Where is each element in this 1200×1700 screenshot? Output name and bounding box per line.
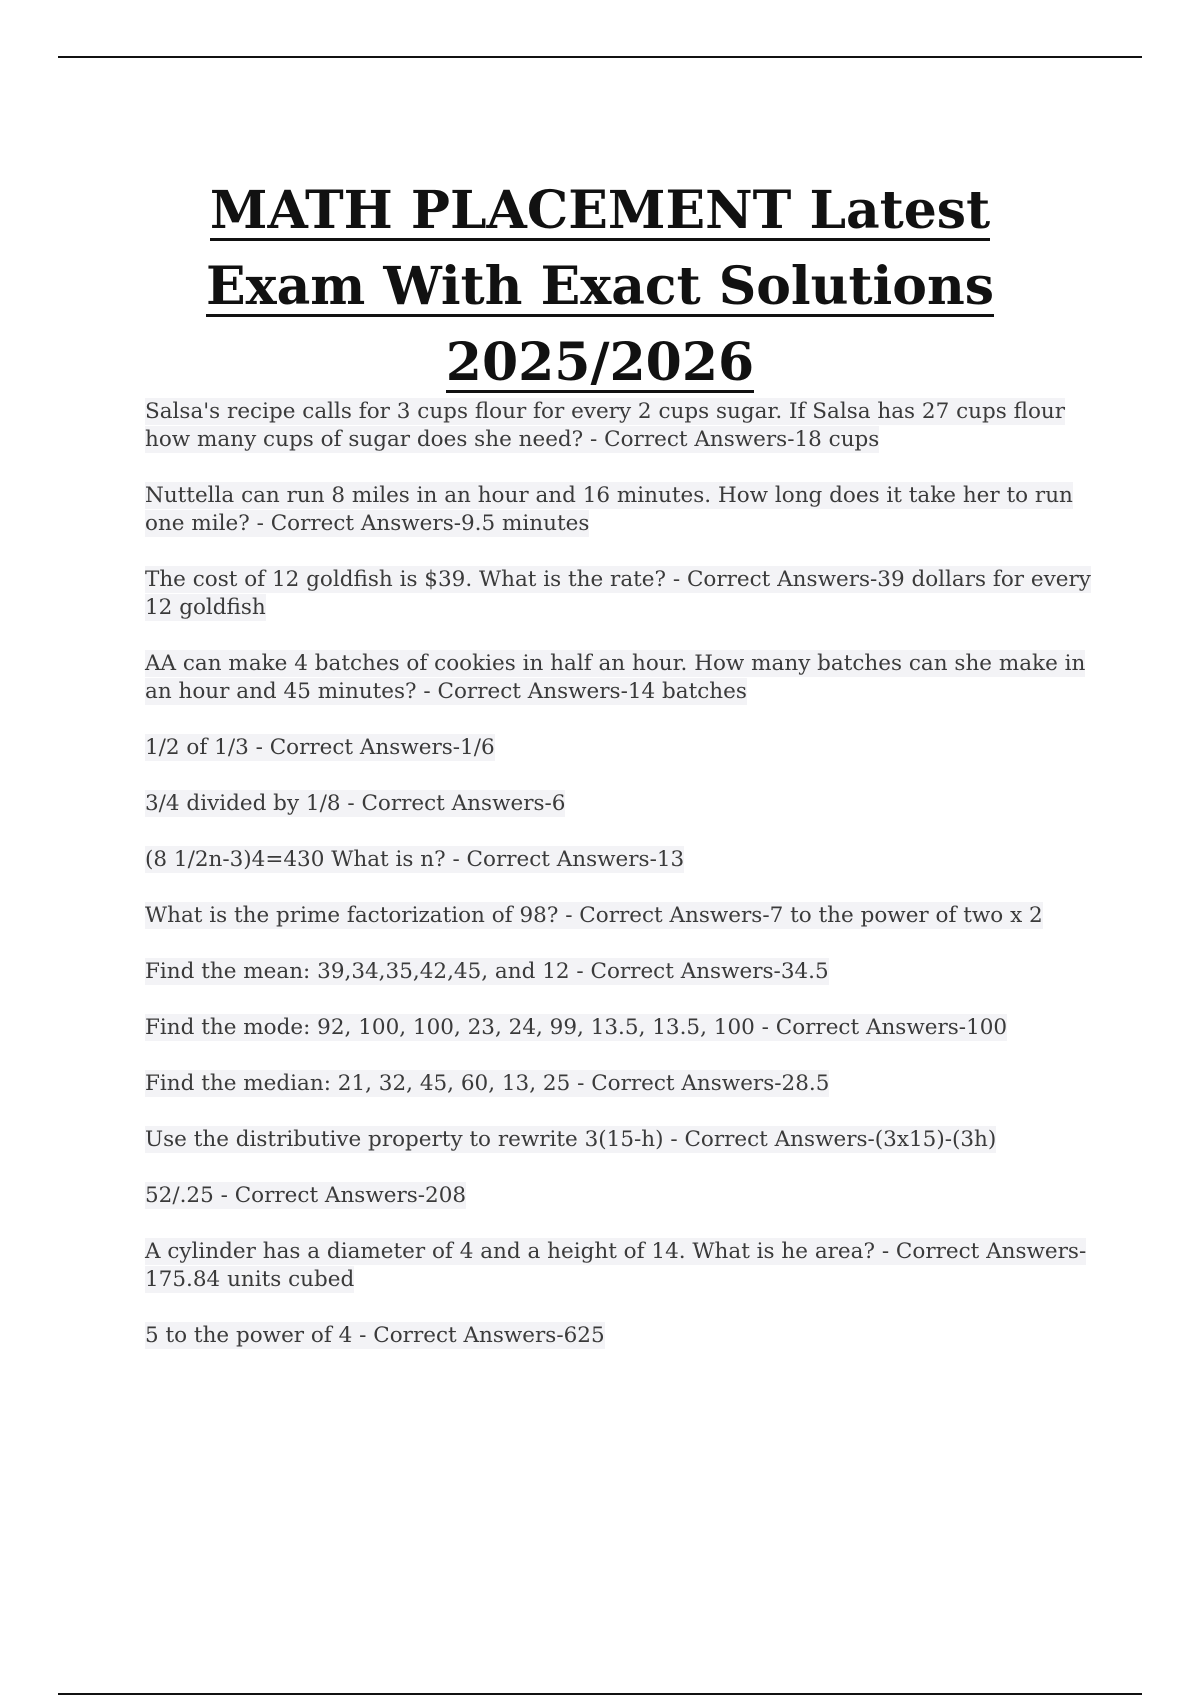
answer-text: 175.84 units cubed bbox=[145, 1267, 355, 1292]
question-text: 3/4 divided by 1/8 bbox=[145, 791, 341, 816]
answer-text: 7 to the power of two x 2 bbox=[769, 903, 1043, 928]
qa-item bbox=[145, 1070, 1095, 1098]
question-text: Find the mode: 92, 100, 100, 23, 24, 99, 13.5, 13.5, 100 bbox=[145, 1015, 755, 1040]
answer-text: 18 cups bbox=[794, 427, 880, 452]
top-rule bbox=[58, 56, 1142, 58]
answer-prefix: Correct Answers- bbox=[604, 427, 795, 452]
answer-text: 625 bbox=[563, 1323, 605, 1348]
question-text: Use the distributive property to rewrite 3(15-h) bbox=[145, 1127, 664, 1152]
question-text: Nuttella can run 8 miles in an hour and 16 minutes. How long does it take her to run one mile? bbox=[145, 483, 1073, 536]
separator: - bbox=[558, 903, 580, 928]
qa-item bbox=[145, 1238, 1095, 1294]
separator: - bbox=[570, 1071, 592, 1096]
qa-item bbox=[145, 650, 1095, 706]
question-text: (8 1/2n-3)4=430 What is n? bbox=[145, 847, 446, 872]
question-text: 1/2 of 1/3 bbox=[145, 735, 249, 760]
answer-prefix: Correct Answers- bbox=[775, 1015, 967, 1040]
question-text: What is the prime factorization of 98? bbox=[145, 903, 559, 928]
separator: - bbox=[445, 847, 467, 872]
qa-item bbox=[145, 1126, 1095, 1154]
qa-item bbox=[145, 958, 1095, 986]
qa-item bbox=[145, 398, 1095, 454]
title-line-1: MATH PLACEMENT Latest bbox=[209, 179, 991, 241]
separator: - bbox=[340, 791, 362, 816]
title-line-3: 2025/2026 bbox=[445, 331, 755, 393]
answer-text: 39 dollars for every 12 goldfish bbox=[145, 567, 1091, 620]
answer-prefix: Correct Answers- bbox=[684, 1127, 875, 1152]
answer-text: 13 bbox=[656, 847, 685, 872]
qa-item bbox=[145, 566, 1095, 622]
answer-prefix: Correct Answers- bbox=[234, 1183, 426, 1208]
answer-prefix: Correct Answers- bbox=[361, 791, 552, 816]
answer-text: 100 bbox=[966, 1015, 1008, 1040]
answer-text: 34.5 bbox=[780, 959, 829, 984]
qa-item bbox=[145, 902, 1095, 930]
separator: - bbox=[569, 959, 591, 984]
answer-text: 9.5 minutes bbox=[461, 511, 590, 536]
answer-prefix: Correct Answers- bbox=[270, 511, 461, 536]
question-text: AA can make 4 batches of cookies in half an hour. How many batches can she make in an hour and 45 minutes? bbox=[145, 651, 1086, 704]
qa-item bbox=[145, 734, 1095, 762]
answer-text: 6 bbox=[551, 791, 566, 816]
question-text: 5 to the power of 4 bbox=[145, 1323, 353, 1348]
separator: - bbox=[248, 735, 270, 760]
answer-prefix: Correct Answers- bbox=[579, 903, 770, 928]
separator: - bbox=[416, 679, 438, 704]
separator: - bbox=[583, 427, 605, 452]
answer-text: 1/6 bbox=[460, 735, 495, 760]
qa-list bbox=[145, 398, 1095, 1378]
qa-item bbox=[145, 1322, 1095, 1350]
separator: - bbox=[213, 1183, 235, 1208]
answer-prefix: Correct Answers- bbox=[437, 679, 628, 704]
document-title bbox=[100, 177, 1100, 405]
question-text: Find the median: 21, 32, 45, 60, 13, 25 bbox=[145, 1071, 571, 1096]
question-text: Salsa's recipe calls for 3 cups flour for every 2 cups sugar. If Salsa has 27 cups flour how many cups of sugar does she need? bbox=[145, 399, 1066, 452]
question-text: A cylinder has a diameter of 4 and a height of 14. What is he area? bbox=[145, 1239, 875, 1264]
separator: - bbox=[666, 567, 687, 592]
question-text: Find the mean: 39,34,35,42,45, and 12 bbox=[145, 959, 570, 984]
separator: - bbox=[874, 1239, 896, 1264]
answer-prefix: Correct Answers- bbox=[466, 847, 657, 872]
answer-prefix: Correct Answers- bbox=[895, 1239, 1087, 1264]
separator: - bbox=[249, 511, 271, 536]
separator: - bbox=[352, 1323, 374, 1348]
answer-text: 28.5 bbox=[781, 1071, 830, 1096]
question-text: The cost of 12 goldfish is $39. What is the rate? bbox=[145, 567, 667, 592]
title-line-2: Exam With Exact Solutions bbox=[205, 255, 995, 317]
answer-prefix: Correct Answers- bbox=[686, 567, 878, 592]
question-text: 52/.25 bbox=[145, 1183, 214, 1208]
bottom-rule bbox=[58, 1693, 1142, 1695]
answer-prefix: Correct Answers- bbox=[373, 1323, 564, 1348]
qa-item bbox=[145, 846, 1095, 874]
qa-item bbox=[145, 1014, 1095, 1042]
answer-text: 208 bbox=[425, 1183, 467, 1208]
answer-text: 14 batches bbox=[627, 679, 747, 704]
answer-prefix: Correct Answers- bbox=[269, 735, 461, 760]
qa-item bbox=[145, 1182, 1095, 1210]
qa-item bbox=[145, 790, 1095, 818]
qa-item bbox=[145, 482, 1095, 538]
separator: - bbox=[754, 1015, 776, 1040]
answer-prefix: Correct Answers- bbox=[591, 1071, 782, 1096]
answer-prefix: Correct Answers- bbox=[590, 959, 781, 984]
separator: - bbox=[663, 1127, 685, 1152]
answer-text: (3x15)-(3h) bbox=[874, 1127, 997, 1152]
